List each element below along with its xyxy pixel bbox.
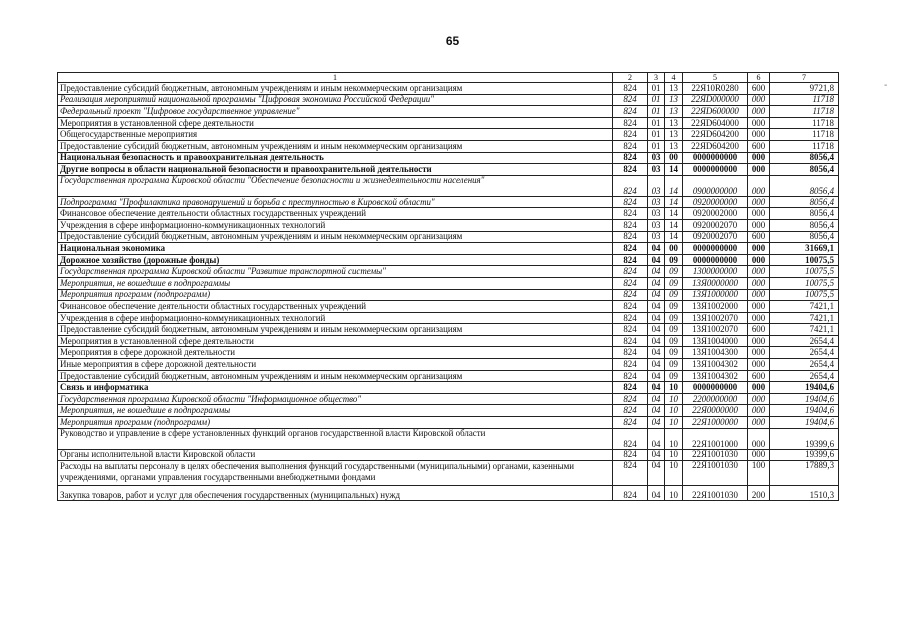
row-name-cell: Федеральный проект "Цифровое государственное управление"	[58, 106, 613, 118]
row-target-cell: 13Я1004302	[683, 359, 748, 371]
row-section-cell: 04	[648, 335, 665, 347]
row-subsection-cell: 13	[665, 129, 683, 141]
table-row	[58, 196, 839, 208]
row-target-cell: 22ЯD604000	[683, 117, 748, 129]
row-target-cell: 22Я1001030	[683, 486, 748, 501]
row-target-cell: 22Я10R0280	[683, 83, 748, 95]
row-code-cell: 824	[613, 393, 648, 405]
row-section-cell: 01	[648, 83, 665, 95]
row-target-cell: 0900000000	[683, 175, 748, 196]
column-header: 4	[665, 73, 683, 83]
row-section-cell: 01	[648, 94, 665, 106]
row-code-cell: 824	[613, 164, 648, 176]
row-target-cell: 0000000000	[683, 243, 748, 255]
row-amount-cell: 7421,1	[770, 301, 839, 313]
table-row	[58, 231, 839, 243]
row-amount-cell: 2654,4	[770, 370, 839, 382]
row-type-cell: 000	[748, 277, 770, 289]
row-section-cell: 04	[648, 461, 665, 486]
row-type-cell: 000	[748, 196, 770, 208]
row-section-cell: 04	[648, 301, 665, 313]
row-section-cell: 01	[648, 140, 665, 152]
row-subsection-cell: 14	[665, 164, 683, 176]
table-row	[58, 208, 839, 220]
row-code-cell: 824	[613, 243, 648, 255]
row-code-cell: 824	[613, 301, 648, 313]
row-code-cell: 824	[613, 106, 648, 118]
table-row	[58, 254, 839, 266]
row-name-cell: Учреждения в сфере информационно-коммуникационных технологий	[58, 219, 613, 231]
row-subsection-cell: 09	[665, 312, 683, 324]
row-target-cell: 22Я1000000	[683, 417, 748, 429]
row-target-cell: 0920000000	[683, 196, 748, 208]
row-subsection-cell: 09	[665, 277, 683, 289]
row-code-cell: 824	[613, 231, 648, 243]
row-name-cell: Предоставление субсидий бюджетным, автономным учреждениям и иным некоммерческим организациям	[58, 370, 613, 382]
row-section-cell: 04	[648, 405, 665, 417]
row-target-cell: 0000000000	[683, 152, 748, 164]
row-type-cell: 000	[748, 359, 770, 371]
row-target-cell: 22ЯD600000	[683, 106, 748, 118]
row-amount-cell: 2654,4	[770, 347, 839, 359]
column-header: 7	[770, 73, 839, 83]
row-code-cell: 824	[613, 312, 648, 324]
table-row	[58, 117, 839, 129]
row-name-cell: Мероприятия программ (подпрограмм)	[58, 417, 613, 429]
row-amount-cell: 11718	[770, 117, 839, 129]
row-section-cell: 04	[648, 289, 665, 301]
row-name-cell: Другие вопросы в области национальной безопасности и правоохранительной деятельности	[58, 164, 613, 176]
row-section-cell: 03	[648, 152, 665, 164]
row-amount-cell: 1510,3	[770, 486, 839, 501]
row-section-cell: 04	[648, 449, 665, 461]
row-code-cell: 824	[613, 117, 648, 129]
row-section-cell: 04	[648, 347, 665, 359]
row-target-cell: 22ЯD604200	[683, 140, 748, 152]
row-target-cell: 13Я1002000	[683, 301, 748, 313]
row-code-cell: 824	[613, 140, 648, 152]
row-amount-cell: 19404,6	[770, 417, 839, 429]
row-code-cell: 824	[613, 129, 648, 141]
row-target-cell: 0000000000	[683, 254, 748, 266]
row-name-cell: Подпрограмма "Профилактика правонарушений и борьба с преступностью в Кировской области"	[58, 196, 613, 208]
row-code-cell: 824	[613, 461, 648, 486]
row-target-cell: 13Я1004000	[683, 335, 748, 347]
row-subsection-cell: 00	[665, 243, 683, 255]
row-name-cell: Закупка товаров, работ и услуг для обеспечения государственных (муниципальных) нужд	[58, 486, 613, 501]
row-section-cell: 04	[648, 370, 665, 382]
table-row	[58, 486, 839, 501]
row-type-cell: 000	[748, 243, 770, 255]
row-amount-cell: 10075,5	[770, 277, 839, 289]
row-section-cell: 04	[648, 324, 665, 336]
row-section-cell: 04	[648, 382, 665, 394]
table-row	[58, 289, 839, 301]
table-row	[58, 129, 839, 141]
row-name-cell: Мероприятия, не вошедшие в подпрограммы	[58, 405, 613, 417]
row-amount-cell: 8056,4	[770, 219, 839, 231]
row-type-cell: 000	[748, 382, 770, 394]
row-section-cell: 04	[648, 417, 665, 429]
row-section-cell: 04	[648, 277, 665, 289]
row-subsection-cell: 13	[665, 140, 683, 152]
row-subsection-cell: 09	[665, 289, 683, 301]
row-name-cell: Реализация мероприятий национальной программы "Цифровая экономика Российской Федерации"	[58, 94, 613, 106]
budget-table	[57, 72, 839, 501]
row-section-cell: 01	[648, 129, 665, 141]
table-row	[58, 83, 839, 95]
row-amount-cell: 19404,6	[770, 382, 839, 394]
row-section-cell: 04	[648, 254, 665, 266]
row-name-cell: Финансовое обеспечение деятельности областных государственных учреждений	[58, 301, 613, 313]
row-amount-cell: 7421,1	[770, 312, 839, 324]
row-subsection-cell: 13	[665, 94, 683, 106]
row-section-cell: 03	[648, 164, 665, 176]
row-code-cell: 824	[613, 289, 648, 301]
row-amount-cell: 31669,1	[770, 243, 839, 255]
row-code-cell: 824	[613, 196, 648, 208]
row-type-cell: 000	[748, 152, 770, 164]
row-type-cell: 000	[748, 312, 770, 324]
row-code-cell: 824	[613, 335, 648, 347]
table-row	[58, 347, 839, 359]
row-name-cell: Дорожное хозяйство (дорожные фонды)	[58, 254, 613, 266]
scan-mark: -	[884, 80, 888, 91]
row-subsection-cell: 10	[665, 461, 683, 486]
row-subsection-cell: 09	[665, 335, 683, 347]
row-subsection-cell: 14	[665, 219, 683, 231]
row-section-cell: 04	[648, 359, 665, 371]
row-code-cell: 824	[613, 359, 648, 371]
row-target-cell: 0000000000	[683, 164, 748, 176]
row-name-cell: Связь и информатика	[58, 382, 613, 394]
row-amount-cell: 11718	[770, 106, 839, 118]
row-amount-cell: 8056,4	[770, 231, 839, 243]
column-header: 6	[748, 73, 770, 83]
row-type-cell: 000	[748, 164, 770, 176]
row-subsection-cell: 09	[665, 347, 683, 359]
table-row	[58, 243, 839, 255]
row-amount-cell: 19404,6	[770, 393, 839, 405]
row-code-cell: 824	[613, 417, 648, 429]
row-section-cell: 03	[648, 196, 665, 208]
row-code-cell: 824	[613, 94, 648, 106]
row-section-cell: 04	[648, 266, 665, 278]
row-section-cell: 03	[648, 231, 665, 243]
row-code-cell: 824	[613, 277, 648, 289]
row-subsection-cell: 10	[665, 382, 683, 394]
row-type-cell: 600	[748, 324, 770, 336]
table-row	[58, 393, 839, 405]
row-target-cell: 13Я1002070	[683, 324, 748, 336]
table-row	[58, 405, 839, 417]
row-name-cell: Государственная программа Кировской области "Информационное общество"	[58, 393, 613, 405]
row-code-cell: 824	[613, 254, 648, 266]
row-type-cell: 000	[748, 219, 770, 231]
row-type-cell: 600	[748, 370, 770, 382]
row-name-cell: Иные мероприятия в сфере дорожной деятельности	[58, 359, 613, 371]
row-target-cell: 0000000000	[683, 382, 748, 394]
row-type-cell: 000	[748, 266, 770, 278]
row-type-cell: 000	[748, 94, 770, 106]
row-type-cell: 000	[748, 301, 770, 313]
row-target-cell: 22Я1001030	[683, 449, 748, 461]
table-row	[58, 428, 839, 449]
row-code-cell: 824	[613, 152, 648, 164]
row-code-cell: 824	[613, 83, 648, 95]
row-name-cell: Руководство и управление в сфере установленных функций органов государственной власти Кировской области	[58, 428, 613, 449]
table-row	[58, 175, 839, 196]
row-target-cell: 22Я1001000	[683, 428, 748, 449]
row-subsection-cell: 10	[665, 486, 683, 501]
table-row	[58, 106, 839, 118]
row-amount-cell: 19399,6	[770, 449, 839, 461]
row-type-cell: 000	[748, 289, 770, 301]
row-amount-cell: 11718	[770, 140, 839, 152]
row-name-cell: Национальная безопасность и правоохранительная деятельность	[58, 152, 613, 164]
row-subsection-cell: 10	[665, 417, 683, 429]
table-row	[58, 266, 839, 278]
row-code-cell: 824	[613, 208, 648, 220]
row-target-cell: 22ЯD604200	[683, 129, 748, 141]
row-type-cell: 000	[748, 347, 770, 359]
table-row	[58, 335, 839, 347]
row-target-cell: 22ЯD000000	[683, 94, 748, 106]
table-row	[58, 370, 839, 382]
row-name-cell: Учреждения в сфере информационно-коммуникационных технологий	[58, 312, 613, 324]
row-target-cell: 2200000000	[683, 393, 748, 405]
column-header: 3	[648, 73, 665, 83]
row-amount-cell: 10075,5	[770, 289, 839, 301]
row-type-cell: 000	[748, 175, 770, 196]
row-amount-cell: 10075,5	[770, 254, 839, 266]
row-name-cell: Мероприятия в установленной сфере деятельности	[58, 335, 613, 347]
row-type-cell: 000	[748, 428, 770, 449]
row-subsection-cell: 13	[665, 83, 683, 95]
row-amount-cell: 7421,1	[770, 324, 839, 336]
row-code-cell: 824	[613, 324, 648, 336]
row-type-cell: 000	[748, 129, 770, 141]
row-target-cell: 13Я1004300	[683, 347, 748, 359]
row-subsection-cell: 10	[665, 405, 683, 417]
row-subsection-cell: 09	[665, 370, 683, 382]
row-name-cell: Мероприятия в сфере дорожной деятельности	[58, 347, 613, 359]
row-name-cell: Мероприятия, не вошедшие в подпрограммы	[58, 277, 613, 289]
row-name-cell: Предоставление субсидий бюджетным, автономным учреждениям и иным некоммерческим организациям	[58, 140, 613, 152]
table-row	[58, 219, 839, 231]
row-amount-cell: 8056,4	[770, 196, 839, 208]
row-subsection-cell: 10	[665, 393, 683, 405]
row-amount-cell: 19399,6	[770, 428, 839, 449]
table-row	[58, 301, 839, 313]
row-target-cell: 13Я1004302	[683, 370, 748, 382]
row-type-cell: 000	[748, 254, 770, 266]
row-name-cell: Предоставление субсидий бюджетным, автономным учреждениям и иным некоммерческим организациям	[58, 83, 613, 95]
row-subsection-cell: 13	[665, 106, 683, 118]
row-name-cell: Мероприятия программ (подпрограмм)	[58, 289, 613, 301]
row-code-cell: 824	[613, 175, 648, 196]
row-code-cell: 824	[613, 449, 648, 461]
table-row	[58, 382, 839, 394]
row-amount-cell: 8056,4	[770, 208, 839, 220]
table-row	[58, 164, 839, 176]
row-name-cell: Национальная экономика	[58, 243, 613, 255]
row-subsection-cell: 14	[665, 196, 683, 208]
row-target-cell: 13Я0000000	[683, 277, 748, 289]
row-type-cell: 000	[748, 449, 770, 461]
row-subsection-cell: 09	[665, 301, 683, 313]
row-name-cell: Государственная программа Кировской области "Обеспечение безопасности и жизнедеятельности населения"	[58, 175, 613, 196]
row-subsection-cell: 09	[665, 324, 683, 336]
row-type-cell: 000	[748, 405, 770, 417]
table-row	[58, 324, 839, 336]
row-section-cell: 04	[648, 486, 665, 501]
row-target-cell: 13Я1000000	[683, 289, 748, 301]
row-amount-cell: 2654,4	[770, 359, 839, 371]
row-type-cell: 200	[748, 486, 770, 501]
row-amount-cell: 2654,4	[770, 335, 839, 347]
row-subsection-cell: 09	[665, 254, 683, 266]
row-section-cell: 04	[648, 312, 665, 324]
row-section-cell: 01	[648, 106, 665, 118]
row-subsection-cell: 09	[665, 266, 683, 278]
row-name-cell: Расходы на выплаты персоналу в целях обеспечения выполнения функций государственными (муниципальными) органами, казенными учреждениями, органами управления государственными внебюджетными фондами	[58, 461, 613, 486]
row-type-cell: 000	[748, 417, 770, 429]
column-header: 2	[613, 73, 648, 83]
row-target-cell: 0920002070	[683, 219, 748, 231]
row-amount-cell: 8056,4	[770, 164, 839, 176]
row-section-cell: 03	[648, 208, 665, 220]
table-row	[58, 417, 839, 429]
row-code-cell: 824	[613, 370, 648, 382]
column-header: 5	[683, 73, 748, 83]
row-code-cell: 824	[613, 428, 648, 449]
row-name-cell: Общегосударственные мероприятия	[58, 129, 613, 141]
row-name-cell: Органы исполнительной власти Кировской области	[58, 449, 613, 461]
row-section-cell: 01	[648, 117, 665, 129]
row-section-cell: 04	[648, 393, 665, 405]
table-row	[58, 277, 839, 289]
row-subsection-cell: 14	[665, 175, 683, 196]
row-name-cell: Предоставление субсидий бюджетным, автономным учреждениям и иным некоммерческим организациям	[58, 324, 613, 336]
row-section-cell: 03	[648, 175, 665, 196]
row-code-cell: 824	[613, 382, 648, 394]
row-section-cell: 03	[648, 219, 665, 231]
table-row	[58, 461, 839, 486]
row-amount-cell: 9721,8	[770, 83, 839, 95]
row-target-cell: 13Я1002070	[683, 312, 748, 324]
row-type-cell: 600	[748, 140, 770, 152]
row-type-cell: 000	[748, 106, 770, 118]
row-subsection-cell: 00	[665, 152, 683, 164]
row-type-cell: 000	[748, 208, 770, 220]
table-row	[58, 94, 839, 106]
row-type-cell: 000	[748, 117, 770, 129]
row-amount-cell: 8056,4	[770, 175, 839, 196]
row-target-cell: 0920002000	[683, 208, 748, 220]
row-target-cell: 0920002070	[683, 231, 748, 243]
row-code-cell: 824	[613, 266, 648, 278]
row-subsection-cell: 09	[665, 359, 683, 371]
column-header: 1	[58, 73, 613, 83]
row-amount-cell: 11718	[770, 94, 839, 106]
row-type-cell: 600	[748, 83, 770, 95]
row-subsection-cell: 13	[665, 117, 683, 129]
row-name-cell: Предоставление субсидий бюджетным, автономным учреждениям и иным некоммерческим организациям	[58, 231, 613, 243]
row-amount-cell: 11718	[770, 129, 839, 141]
row-section-cell: 04	[648, 243, 665, 255]
row-target-cell: 22Я0000000	[683, 405, 748, 417]
row-type-cell: 600	[748, 231, 770, 243]
row-code-cell: 824	[613, 405, 648, 417]
table-row	[58, 449, 839, 461]
row-type-cell: 000	[748, 335, 770, 347]
page-number: 65	[445, 34, 460, 48]
row-subsection-cell: 10	[665, 428, 683, 449]
table-row	[58, 359, 839, 371]
row-target-cell: 1300000000	[683, 266, 748, 278]
row-subsection-cell: 14	[665, 231, 683, 243]
row-type-cell: 100	[748, 461, 770, 486]
row-section-cell: 04	[648, 428, 665, 449]
row-amount-cell: 10075,5	[770, 266, 839, 278]
row-amount-cell: 8056,4	[770, 152, 839, 164]
row-name-cell: Мероприятия в установленной сфере деятельности	[58, 117, 613, 129]
row-subsection-cell: 10	[665, 449, 683, 461]
row-code-cell: 824	[613, 219, 648, 231]
row-target-cell: 22Я1001030	[683, 461, 748, 486]
table-row	[58, 140, 839, 152]
table-header-row	[58, 73, 839, 83]
table-row	[58, 312, 839, 324]
row-type-cell: 000	[748, 393, 770, 405]
row-code-cell: 824	[613, 347, 648, 359]
row-name-cell: Финансовое обеспечение деятельности областных государственных учреждений	[58, 208, 613, 220]
table-body	[58, 83, 839, 501]
row-code-cell: 824	[613, 486, 648, 501]
row-name-cell: Государственная программа Кировской области "Развитие транспортной системы"	[58, 266, 613, 278]
row-amount-cell: 19404,6	[770, 405, 839, 417]
row-subsection-cell: 14	[665, 208, 683, 220]
table-row	[58, 152, 839, 164]
row-amount-cell: 17889,3	[770, 461, 839, 486]
